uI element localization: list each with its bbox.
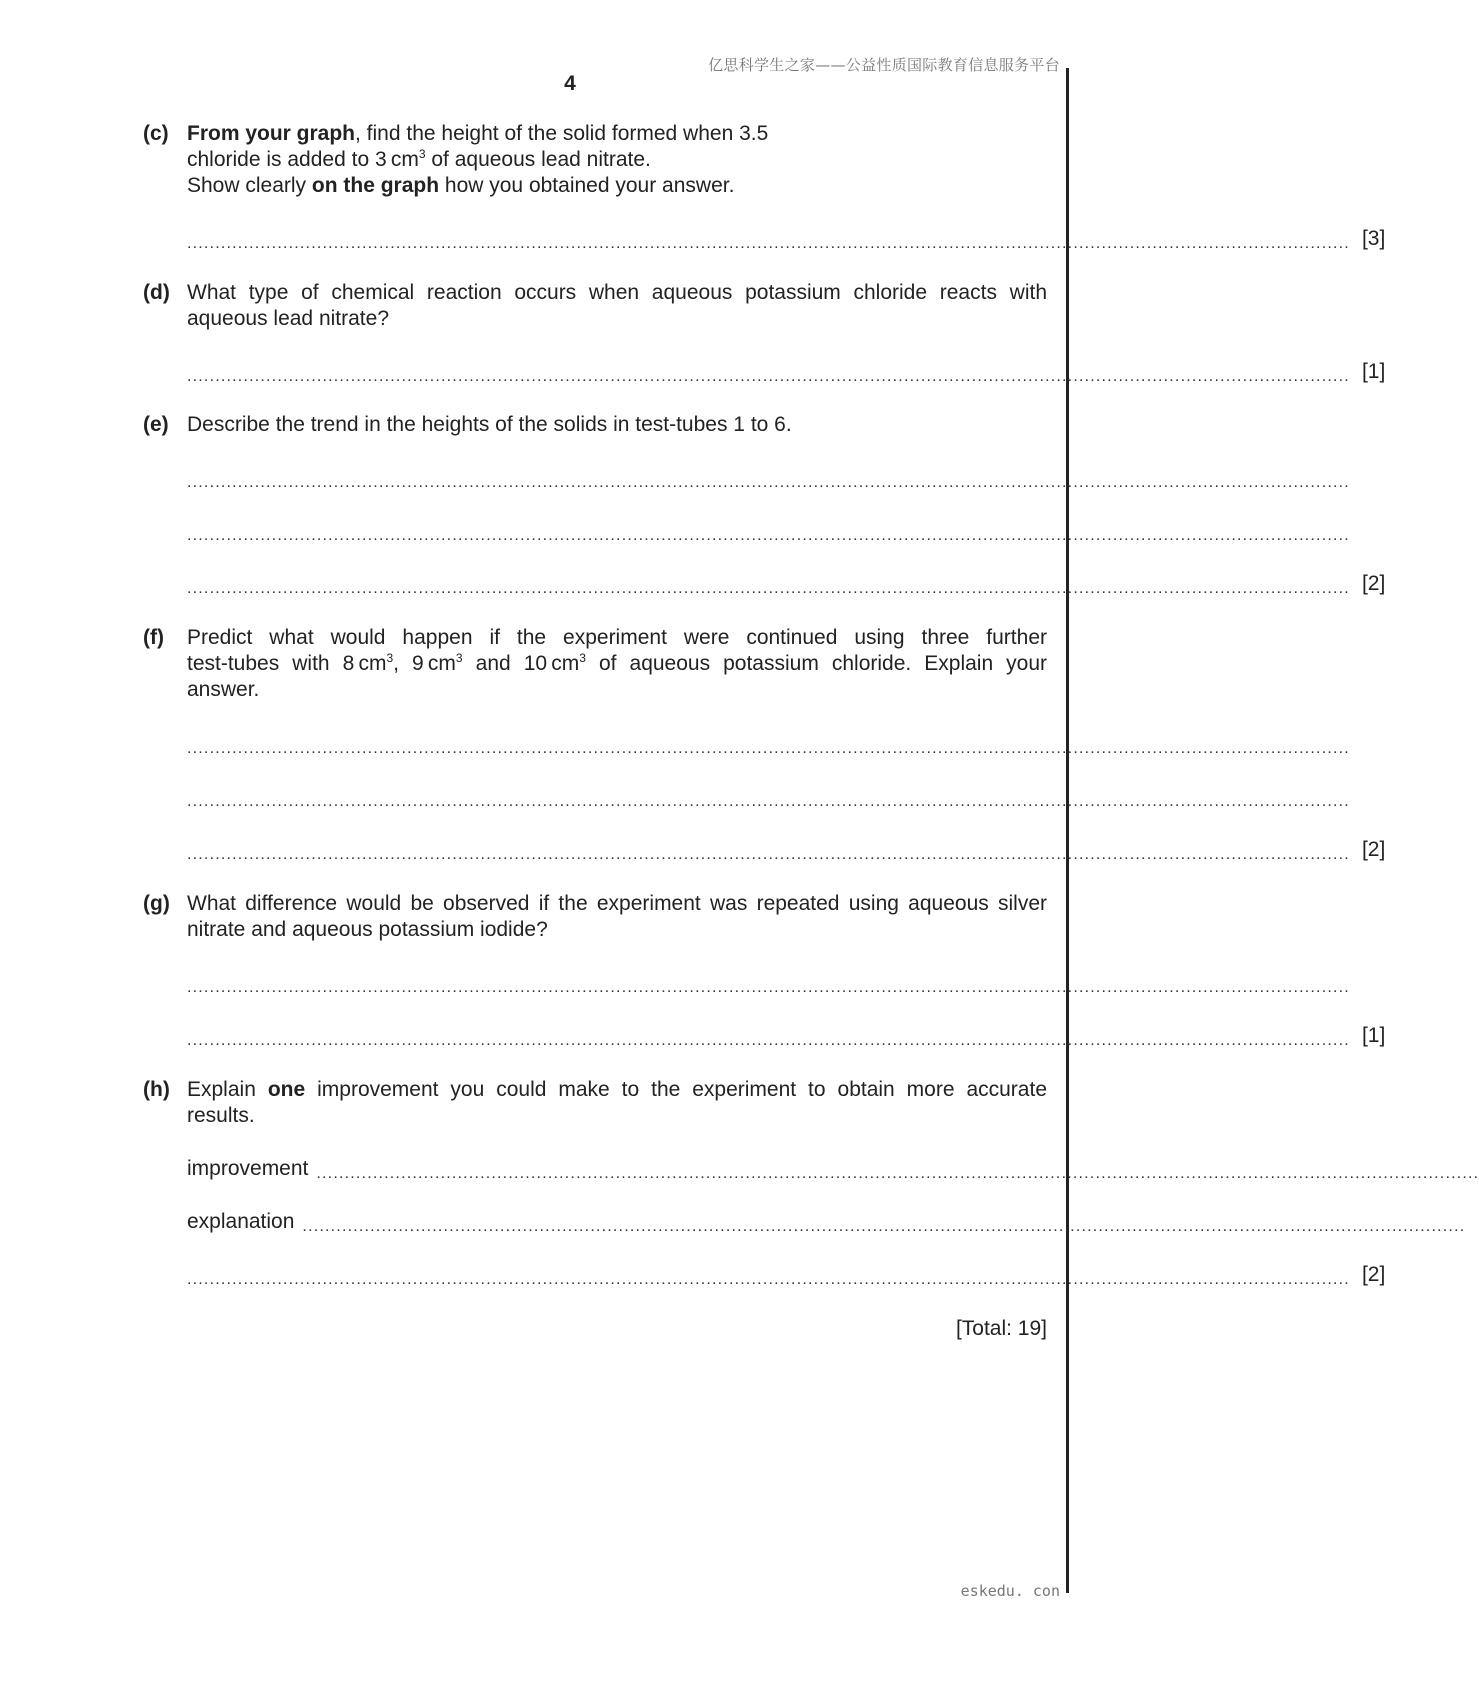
- answer-line-f-2[interactable]: ..............................................................................................................................................................................................................: [187, 793, 1350, 810]
- question-f-label: (f): [143, 626, 164, 649]
- footer-watermark: eskedu. con: [960, 1582, 1060, 1600]
- question-h-line2: results.: [187, 1104, 255, 1127]
- question-f-line2: test-tubes with 8 $cm^3$, 9 $cm^3$ and 10 $cm^3$ of aqueous potassium chloride. Explain your: [187, 651, 1048, 675]
- question-c-line2: chloride is added to 3 $cm^3$ of aqueous lead nitrate.: [187, 147, 651, 171]
- margin-rule: [1066, 68, 1069, 1593]
- total-marks: [Total: 19]: [955, 1317, 1047, 1340]
- question-e-line1: Describe the trend in the heights of the solids in test-tubes 1 to 6.: [187, 413, 792, 436]
- question-f-line1: Predict what would happen if the experiment were continued using three further: [187, 626, 1047, 649]
- marks-f: [2]: [1361, 838, 1386, 861]
- answer-line-g-1[interactable]: ..............................................................................................................................................................................................................: [187, 979, 1350, 996]
- marks-g: [1]: [1361, 1024, 1386, 1047]
- question-c-line1: From your graph, find the height of the solid formed when 3.5: [187, 122, 769, 145]
- answer-line-explanation[interactable]: explanation ..............................................................................................................................................................................................................: [187, 1210, 1466, 1235]
- answer-line-f-3[interactable]: .............................................................................................................................................................................................................. [2]: [187, 838, 1386, 863]
- question-h-line1: Explain one improvement you could make to the experiment to obtain more accurate: [187, 1078, 1047, 1101]
- page-number: 4: [564, 72, 576, 95]
- improvement-label: improvement: [187, 1157, 309, 1180]
- marks-d: [1]: [1361, 360, 1386, 383]
- answer-line-c[interactable]: .............................................................................................................................................................................................................. [3]: [187, 227, 1386, 252]
- marks-e: [2]: [1361, 572, 1386, 595]
- question-f-line3: answer.: [187, 678, 260, 701]
- question-g-line1: What difference would be observed if the experiment was repeated using aqueous silver: [187, 892, 1047, 915]
- answer-line-e-3[interactable]: .............................................................................................................................................................................................................. [2]: [187, 572, 1386, 597]
- answer-line-d[interactable]: .............................................................................................................................................................................................................. [1]: [187, 360, 1386, 385]
- question-c-line3: Show clearly on the graph how you obtained your answer.: [187, 174, 735, 197]
- question-d-line2: aqueous lead nitrate?: [187, 307, 389, 330]
- question-h-label: (h): [143, 1078, 170, 1101]
- answer-line-improvement[interactable]: improvement ..............................................................................................................................................................................................................: [187, 1157, 1479, 1182]
- question-d-line1: What type of chemical reaction occurs when aqueous potassium chloride reacts with: [187, 281, 1047, 304]
- answer-line-e-2[interactable]: ..............................................................................................................................................................................................................: [187, 527, 1350, 544]
- answer-line-e-1[interactable]: ..............................................................................................................................................................................................................: [187, 474, 1350, 491]
- question-g-line2: nitrate and aqueous potassium iodide?: [187, 918, 548, 941]
- answer-line-f-1[interactable]: ..............................................................................................................................................................................................................: [187, 740, 1350, 757]
- marks-c: [3]: [1361, 227, 1386, 250]
- question-e-label: (e): [143, 413, 169, 436]
- question-g-label: (g): [143, 892, 170, 915]
- header-watermark: 亿思科学生之家——公益性质国际教育信息服务平台: [708, 56, 1060, 74]
- explanation-label: explanation: [187, 1210, 295, 1233]
- question-c-label: (c): [143, 122, 169, 145]
- answer-line-h-3[interactable]: .............................................................................................................................................................................................................. [2]: [187, 1263, 1386, 1288]
- answer-line-g-2[interactable]: .............................................................................................................................................................................................................. [1]: [187, 1024, 1386, 1049]
- question-d-label: (d): [143, 281, 170, 304]
- marks-h: [2]: [1361, 1263, 1386, 1286]
